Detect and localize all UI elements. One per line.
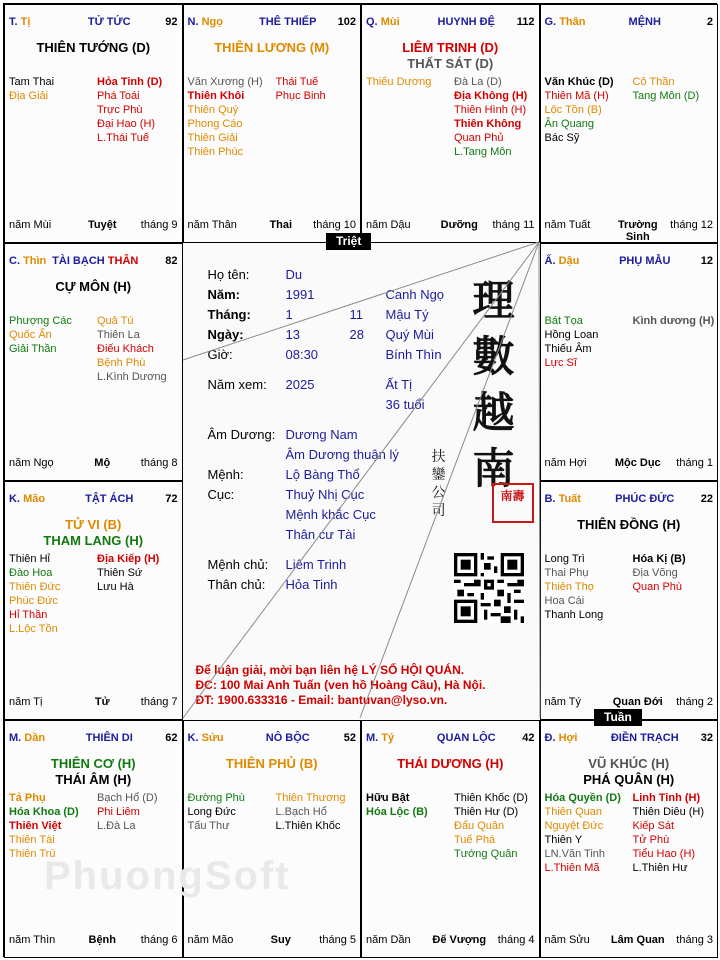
minor-stars-left	[545, 314, 599, 370]
minor-stars-right	[633, 314, 715, 328]
palace-number: 92	[165, 16, 178, 28]
main-star: THÁI DƯƠNG (H)	[397, 755, 504, 771]
palace-thin[interactable]	[4, 243, 183, 482]
minor-star: Tiểu Hao (H)	[632, 847, 696, 860]
minor-stars-left	[9, 552, 60, 636]
palace-dan[interactable]	[4, 720, 183, 959]
minor-star: Cô Thần	[632, 76, 675, 88]
minor-star: Địa Không (H)	[454, 90, 528, 102]
main-stars	[184, 40, 361, 56]
minor-star: Địa Võng	[632, 567, 678, 579]
palace-house-name: THIÊN DI	[85, 731, 133, 744]
minor-star: Thanh Long	[544, 609, 604, 621]
palace-number: 32	[700, 731, 713, 744]
main-stars	[5, 756, 182, 788]
main-stars	[184, 756, 361, 772]
minor-stars-right	[633, 552, 686, 594]
palace-stage: Trường Sinh	[617, 218, 658, 243]
than-marker: THÂN	[107, 254, 139, 267]
minor-star: Đại Hao (H)	[97, 118, 156, 130]
name-value: Du	[285, 266, 303, 282]
palace-position: G. Thân	[544, 16, 586, 28]
minor-star: Phi Liêm	[97, 805, 140, 818]
minor-star: Phong Cáo	[187, 118, 243, 130]
minor-star: Đà La (D)	[454, 76, 502, 88]
main-star: VŨ KHÚC (H)	[588, 755, 670, 771]
minor-star: Thiên Hỉ	[9, 553, 50, 565]
palace-number: 52	[343, 731, 356, 744]
main-star: THÁI ÂM (H)	[55, 771, 132, 787]
minor-star: Bạch Hổ (D)	[97, 791, 158, 804]
minor-star: Thiên Đức	[9, 581, 61, 593]
minor-star: Quốc Ấn	[9, 328, 52, 341]
month-can-chi: Mậu Tý	[385, 306, 429, 322]
palace-month: tháng 2	[676, 695, 713, 708]
palace-stage: Bệnh	[88, 934, 116, 946]
minor-star: Long Đức	[187, 805, 236, 818]
year-solar: 1991	[285, 286, 315, 302]
palace-position: Q. Mùi	[366, 16, 400, 28]
minor-star: L.Kình Dương	[97, 370, 167, 383]
palace-year: năm Tị	[9, 695, 43, 708]
minor-stars-left	[366, 75, 431, 89]
minor-star: Phục Binh	[275, 90, 326, 102]
minor-stars-left	[545, 791, 621, 875]
palace-year: năm Tuất	[544, 218, 591, 231]
minor-stars-left	[9, 791, 79, 861]
minor-star: Hỉ Thần	[9, 609, 48, 621]
minor-star: L.Thiên Mã	[544, 861, 600, 874]
palace-house-name: TỬ TỨC	[87, 16, 131, 28]
main-stars	[541, 517, 718, 533]
minor-star: Địa Kiếp (H)	[97, 553, 160, 565]
hour-value: 08:30	[285, 346, 319, 362]
main-stars	[5, 279, 182, 295]
minor-star: Điếu Khách	[97, 342, 154, 355]
minor-stars-right	[454, 75, 527, 159]
minor-star: Trực Phù	[97, 104, 143, 116]
minor-star: Đào Hoa	[9, 567, 53, 579]
menh-value: Lộ Bàng Thổ	[285, 466, 360, 482]
minor-star: Thiên Tài	[9, 833, 55, 846]
minor-stars-left	[545, 75, 614, 145]
day-can-chi: Quý Mùi	[385, 326, 434, 342]
than-chu-label: Thân chủ:	[207, 576, 266, 592]
main-star: LIÊM TRINH (D)	[402, 40, 499, 55]
contact-phone-email[interactable]: ĐT: 1900.633316 - Email: bantuvan@lyso.vn.	[195, 692, 448, 707]
palace-month: tháng 6	[140, 934, 178, 946]
palace-number: 72	[165, 493, 178, 505]
minor-star: Phượng Các	[9, 314, 72, 327]
palace-stage: Mộ	[94, 457, 111, 469]
minor-star: Thiên Khôi	[187, 90, 245, 102]
minor-star: Tang Môn (D)	[632, 90, 700, 102]
minor-star: Tướng Quân	[454, 847, 518, 860]
minor-star: Văn Xương (H)	[187, 76, 263, 88]
minor-star: Tử Phù	[632, 833, 670, 846]
palace-year: năm Mão	[187, 934, 234, 946]
watermark: PhuongSoft	[44, 854, 291, 898]
month-solar: 1	[285, 306, 293, 322]
palace-mui[interactable]	[361, 4, 540, 243]
minor-stars-right	[97, 552, 159, 594]
main-star: CỰ MÔN (H)	[55, 278, 132, 294]
palace-year: năm Mùi	[9, 218, 52, 231]
palace-number: 12	[700, 254, 713, 267]
palace-year: năm Tý	[544, 695, 581, 708]
minor-star: Nguyệt Đức	[544, 819, 604, 832]
palace-ty[interactable]	[361, 720, 540, 959]
palace-month: tháng 1	[676, 457, 713, 469]
minor-star: Tả Phụ	[9, 791, 46, 804]
calligraphy-char-3: 越	[472, 387, 515, 437]
minor-star: Hữu Bật	[366, 791, 410, 804]
palace-position: T. Tị	[9, 16, 31, 28]
red-seal-icon: 南壽	[492, 483, 534, 523]
palace-house-name: MỆNH	[628, 16, 661, 28]
minor-star: Thiên Không	[454, 118, 522, 130]
horoscope-chart	[3, 3, 717, 957]
palace-suu[interactable]	[183, 720, 362, 959]
palace-position: Ấ. Dậu	[544, 254, 580, 267]
minor-star: Bát Tọa	[544, 314, 583, 327]
main-star: THIÊN PHỦ (B)	[225, 755, 318, 771]
minor-star: Kình dương (H)	[632, 314, 715, 327]
minor-star: Phúc Đức	[9, 595, 58, 607]
than-cu: Thân cư Tài	[285, 526, 356, 542]
palace-year: năm Sửu	[544, 934, 590, 946]
main-star: THAM LANG (H)	[43, 533, 144, 548]
minor-star: Hoa Cái	[544, 595, 585, 607]
minor-star: Thiên La	[97, 328, 140, 341]
center-info-panel	[184, 243, 541, 720]
minor-stars-right	[633, 791, 705, 875]
minor-star: Thiếu Âm	[544, 342, 592, 355]
am-duong-label: Âm Dương:	[207, 426, 276, 442]
minor-star: Thiếu Dương	[366, 76, 432, 88]
minor-star: Thiên Thương	[275, 791, 346, 804]
minor-stars-left	[545, 552, 604, 622]
minor-stars-left	[188, 75, 263, 159]
minor-star: Thiên Sứ	[97, 567, 143, 579]
minor-stars-right	[454, 791, 528, 861]
cuc-label: Cục:	[207, 486, 235, 502]
palace-house-name: THÊ THIẾP	[259, 16, 317, 28]
minor-star: Tam Thai	[9, 76, 55, 88]
palace-stage: Đế Vượng	[432, 934, 487, 946]
minor-star: Đường Phù	[187, 791, 245, 804]
minor-star: Thiên Khốc (D)	[454, 791, 528, 804]
than-chu-value: Hỏa Tinh	[285, 576, 338, 592]
main-star: PHÁ QUÂN (H)	[583, 771, 675, 787]
palace-house-name: TẬT ÁCH	[85, 493, 134, 505]
palace-than[interactable]	[540, 4, 719, 243]
minor-star: Hồng Loan	[544, 328, 599, 341]
minor-star: Lưu Hà	[97, 581, 134, 593]
palace-house-name: HUYNH ĐỆ	[437, 16, 495, 28]
palace-month: tháng 12	[670, 218, 713, 231]
palace-month: tháng 10	[313, 218, 356, 231]
menh-label: Mệnh:	[207, 466, 244, 482]
minor-stars-right	[97, 791, 158, 833]
minor-star: L.Thái Tuế	[97, 132, 149, 144]
minor-star: Ân Quang	[544, 118, 595, 130]
view-year-can-chi: Ất Tị	[385, 376, 412, 392]
minor-star: Thiên Thọ	[544, 581, 594, 593]
palace-month: tháng 8	[140, 457, 178, 469]
view-year: 2025	[285, 376, 315, 392]
minor-star: Thiên Quý	[187, 104, 239, 116]
contact-line-1: Để luận giải, mời bạn liên hệ LÝ SỐ HỘI QUÁN.	[195, 662, 465, 677]
year-can-chi: Canh Ngọ	[385, 286, 445, 302]
minor-star: Thai Phụ	[544, 567, 589, 579]
minor-star: Kiếp Sát	[632, 819, 675, 832]
palace-stage: Lâm Quan	[610, 934, 665, 946]
palace-year: năm Dậu	[366, 218, 411, 231]
palace-year: năm Hợi	[544, 457, 587, 469]
palace-stage: Tử	[94, 695, 110, 708]
palace-ti[interactable]	[4, 4, 183, 243]
palace-house-name: PHỤ MẪU	[619, 254, 671, 267]
palace-position: M. Tý	[366, 731, 395, 744]
minor-star: Thiên Giải	[187, 132, 238, 144]
minor-star: L.Thiên Hư	[632, 861, 688, 874]
contact-block	[196, 663, 486, 708]
minor-star: Giải Thần	[9, 342, 57, 355]
year-label: Năm:	[207, 286, 241, 302]
minor-star: Hóa Lộc (B)	[366, 805, 428, 818]
minor-star: Quan Phủ	[454, 132, 504, 144]
minor-star: Tấu Thư	[187, 819, 230, 832]
main-stars	[5, 517, 182, 549]
palace-number: 102	[337, 16, 356, 28]
am-duong-note: Âm Dương thuận lý	[285, 446, 399, 462]
age: 36 tuổi	[385, 396, 425, 412]
minor-star: Thái Tuế	[275, 76, 319, 88]
minor-stars-left	[188, 791, 245, 833]
minor-stars-right	[276, 791, 346, 833]
palace-position: K. Sửu	[187, 731, 224, 744]
palace-position: K. Mão	[9, 493, 46, 505]
palace-house-name: NÔ BỘC	[265, 731, 310, 744]
palace-number: 22	[700, 493, 713, 505]
minor-star: L.Bạch Hổ	[275, 805, 327, 818]
minor-star: L.Thiên Khốc	[275, 819, 341, 832]
menh-chu-label: Mệnh chủ:	[207, 556, 269, 572]
minor-star: Đẩu Quân	[454, 819, 505, 832]
palace-position: N. Ngọ	[187, 16, 223, 28]
main-star: THẤT SÁT (D)	[407, 56, 494, 71]
minor-star: Địa Giải	[9, 90, 49, 102]
day-solar: 13	[285, 326, 300, 342]
minor-star: Thiên Hư (D)	[454, 805, 519, 818]
minor-star: Quan Phù	[632, 581, 683, 593]
palace-ngo[interactable]	[183, 4, 362, 243]
palace-number: 112	[516, 16, 535, 28]
contact-address: ĐC: 100 Mai Anh Tuấn (ven hồ Hoàng Cầu), Hà Nội.	[195, 677, 486, 692]
palace-position: B. Tuất	[544, 493, 581, 505]
minor-star: Long Trì	[544, 553, 585, 565]
palace-dau[interactable]	[540, 243, 719, 482]
palace-year: năm Thân	[187, 218, 237, 231]
publisher-chars: 扶 鑾 公 司	[431, 448, 446, 519]
palace-mao[interactable]	[4, 481, 183, 720]
palace-number: 62	[165, 731, 178, 744]
day-label: Ngày:	[207, 326, 244, 342]
minor-stars-right	[633, 75, 700, 103]
minor-star: Thiên Phúc	[187, 146, 244, 158]
palace-year: năm Thìn	[9, 934, 56, 946]
palace-stage: Thai	[269, 218, 293, 231]
palace-house-name: ĐIỀN TRẠCH	[610, 731, 679, 744]
main-star: THIÊN CƠ (H)	[50, 755, 136, 771]
minor-star: Thiên Trù	[9, 847, 56, 860]
main-star: THIÊN TƯỚNG (D)	[36, 40, 151, 55]
minor-star: Văn Khúc (D)	[544, 76, 614, 88]
month-label: Tháng:	[207, 306, 251, 322]
minor-star: Quả Tú	[97, 314, 134, 327]
minor-star: L.Đà La	[97, 819, 136, 832]
palace-house-name: QUAN LỘC	[436, 731, 496, 744]
name-label: Họ tên:	[207, 266, 250, 282]
minor-star: Thiên Việt	[9, 819, 62, 832]
minor-star: Hóa Quyền (D)	[544, 791, 621, 804]
day-lunar: 28	[349, 326, 364, 342]
calligraphy-char-1: 理	[472, 275, 515, 325]
minor-stars-right	[97, 314, 167, 384]
palace-house-name: PHÚC ĐỨC	[615, 493, 675, 505]
minor-star: Hỏa Tinh (D)	[97, 76, 163, 88]
calligraphy-char-2: 數	[472, 331, 515, 381]
minor-stars-left	[9, 314, 72, 356]
hour-can-chi: Bính Thìn	[385, 346, 442, 362]
palace-stage: Suy	[270, 934, 291, 946]
cuc-relation: Mệnh khắc Cục	[285, 506, 376, 522]
main-stars	[5, 40, 182, 56]
palace-position: C. Thìn	[9, 254, 47, 267]
palace-month: tháng 7	[140, 695, 178, 708]
calligraphy-char-4: 南	[472, 443, 515, 493]
palace-month: tháng 3	[676, 934, 713, 946]
palace-year: năm Ngọ	[9, 457, 54, 469]
minor-star: Hóa Kị (B)	[632, 553, 686, 565]
qr-code-icon[interactable]	[454, 553, 524, 623]
cuc-value: Thuỷ Nhị Cục	[285, 486, 365, 502]
minor-star: Thiên Quan	[544, 805, 602, 818]
palace-number: 2	[706, 16, 713, 28]
main-star: THIÊN LƯƠNG (M)	[214, 40, 330, 55]
minor-stars-right	[97, 75, 162, 145]
minor-star: L.Lộc Tồn	[9, 623, 58, 635]
minor-star: Linh Tinh (H)	[632, 791, 701, 804]
view-year-label: Năm xem:	[207, 376, 267, 392]
minor-star: L.Tang Môn	[454, 146, 512, 158]
am-duong-value: Dương Nam	[285, 426, 358, 442]
main-stars	[541, 756, 718, 788]
palace-tuat[interactable]	[540, 481, 719, 720]
palace-year: năm Dần	[366, 934, 411, 946]
palace-month: tháng 5	[319, 934, 356, 946]
palace-stage: Dưỡng	[440, 218, 478, 231]
minor-star: Thiên Hình (H)	[454, 104, 527, 116]
minor-star: Thiên Y	[544, 833, 583, 846]
palace-month: tháng 9	[140, 218, 178, 231]
main-stars	[362, 40, 539, 72]
minor-star: LN.Văn Tinh	[544, 847, 606, 860]
palace-month: tháng 4	[497, 934, 535, 946]
minor-star: Lực Sĩ	[544, 356, 577, 369]
hour-label: Giờ:	[207, 346, 233, 362]
palace-number: 82	[165, 254, 178, 267]
minor-star: Tuế Phá	[454, 833, 496, 846]
month-lunar: 11	[349, 306, 363, 322]
minor-stars-left	[9, 75, 54, 103]
palace-stage: Mộc Dục	[614, 457, 661, 469]
palace-stage: Tuyệt	[87, 218, 117, 231]
palace-hoi[interactable]	[540, 720, 719, 959]
palace-number: 42	[522, 731, 535, 744]
tuan-marker: Tuần	[594, 709, 642, 726]
palace-position: M. Dần	[9, 731, 46, 744]
palace-month: tháng 11	[492, 218, 535, 231]
minor-star: Lộc Tồn (B)	[544, 104, 602, 116]
menh-chu-value: Liêm Trinh	[285, 556, 347, 572]
minor-star: Bệnh Phù	[97, 356, 146, 369]
triet-marker: Triệt	[326, 233, 371, 250]
minor-stars-left	[366, 791, 428, 819]
main-star: TỬ VI (B)	[65, 517, 122, 532]
minor-star: Bác Sỹ	[544, 132, 580, 144]
main-stars	[362, 756, 539, 772]
minor-star: Hóa Khoa (D)	[9, 805, 79, 818]
minor-star: Thiên Diêu (H)	[632, 805, 705, 818]
minor-star: Thiên Mã (H)	[544, 90, 609, 102]
palace-house-name: TÀI BẠCH THÂN	[52, 254, 139, 267]
minor-stars-right	[276, 75, 326, 103]
palace-stage: Quan Đới	[612, 695, 663, 708]
main-star: THIÊN ĐỒNG (H)	[577, 517, 681, 532]
minor-star: Phá Toái	[97, 90, 140, 102]
palace-position: Đ. Hợi	[544, 731, 578, 744]
